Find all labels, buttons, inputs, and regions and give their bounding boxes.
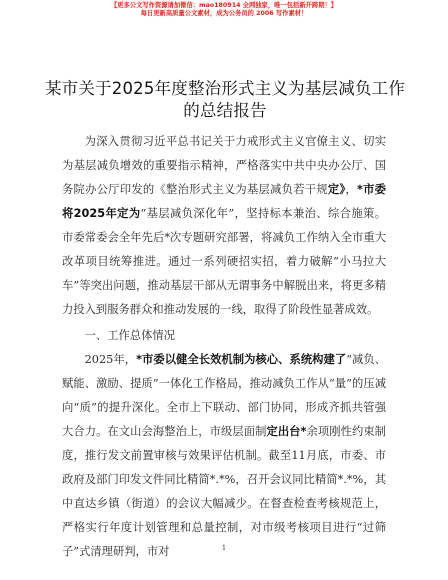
- header-banner: [0, 2, 448, 18]
- section-1-heading: 一、工作总体情况: [84, 329, 175, 342]
- section-1-bold-2: 定出台*: [266, 425, 307, 438]
- intro-text-1: 为深入贯彻习近平总书记关于力戒形式主义官僚主义、切实为基层减负增效的重要指示精神，严格落实中共中央办公厅、国务院办公厅印发的《整治形式主义为基层减负若干规: [62, 135, 386, 196]
- section-1-text-1: “减负、赋能、激励、提质”一体化工作格局，推动减负工作从“量”的压减向“质”的提升深化。全市上下联动、部门协同，形成齐抓共管强大合力。在文山会海整治上，市级层面制: [62, 353, 386, 438]
- document-title: 某市关于2025年度整治形式主义为基层减负工作的总结报告: [44, 79, 406, 120]
- page-number: 1: [221, 544, 227, 552]
- intro-paragraph: [62, 130, 386, 322]
- section-1-text-2: 余项刚性约束制度，推行发文前置审核与效果评估机制。截至11月底，市委、市政府及部门印发文件同比精简*.*%，召开会议同比精简*.*%，其中直达乡镇（街道）的会议大幅减少。在督查检查考核规范上，严格实行年度计划管理和总量控制，对市级考核项目进行“过筛子”式清理研判，市对: [62, 425, 386, 558]
- intro-bold-1: 定》: [327, 183, 346, 196]
- document-body: [62, 130, 386, 564]
- section-1-lead: 2025年，: [84, 353, 137, 366]
- banner-line-1: 【更多公文写作资源请加微信：mao180914 全网独家，唯一包括新开跨期！】: [110, 2, 338, 9]
- section-1-bold-1: *市委以健全长效机制为核心、系统构建了: [136, 353, 347, 366]
- section-1-paragraph: [62, 348, 386, 564]
- intro-bold-2: *市委将2025年定为: [62, 183, 386, 220]
- intro-text-3: “基层减负深化年”，坚持标本兼治、综合施策。市委常委会全年先后*次专题研究部署，将减负工作纳入全市重大改革项目统筹推进。通过一系列硬招实招，着力破解“小马拉大车”等突出问题，推动基层干部从无谓事务中解脱出来，将更多精力投入到服务群众和推动发展的一线，取得了阶段性显著成效。: [62, 207, 386, 316]
- banner-line-2: 每日更新高质量公文素材，成为公务员的 2006 写作素材！: [140, 10, 308, 18]
- intro-text-2: ，: [345, 183, 357, 196]
